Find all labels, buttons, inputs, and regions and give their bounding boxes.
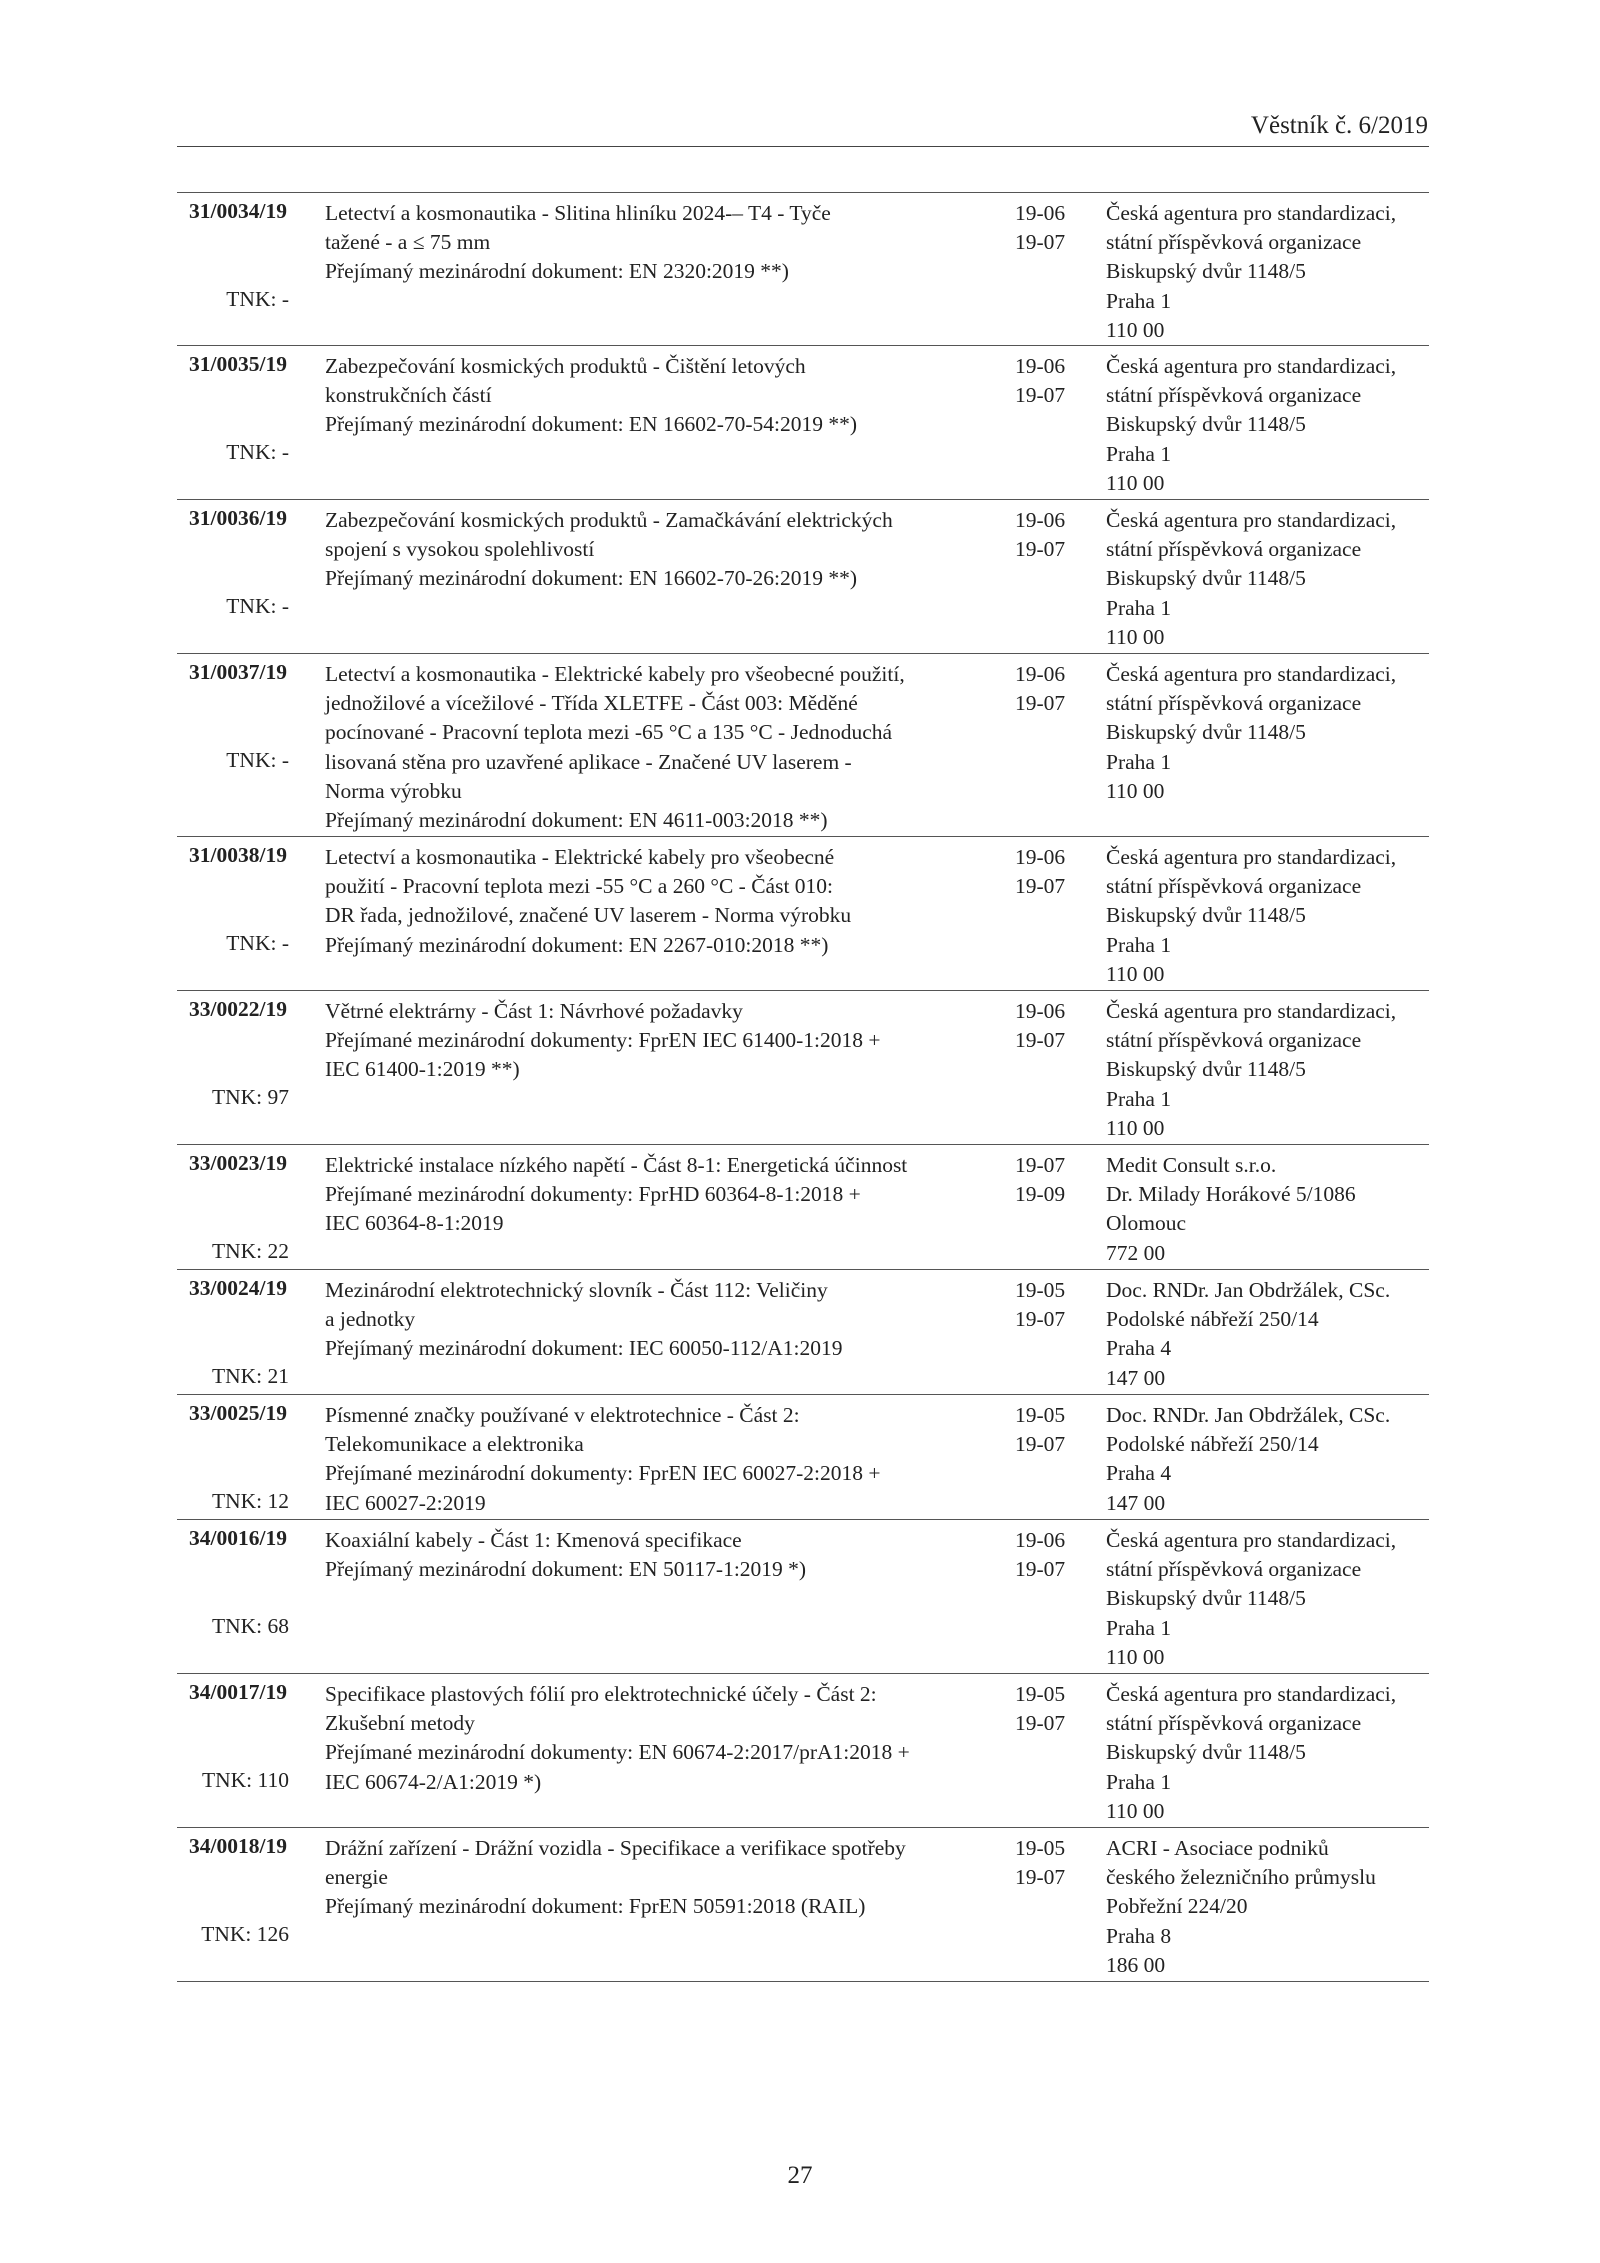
entry-title-line: DR řada, jednožilové, značené UV laserem - Norma výrobku — [325, 903, 852, 928]
entry-date: 19-06 — [1015, 508, 1066, 532]
entry-tnk: TNK: 22 — [211, 1238, 289, 1263]
entry-date: 19-07 — [1015, 691, 1066, 716]
entry-dates — [1015, 1834, 1065, 1892]
entry-organization-line: Česká agentura pro standardizaci, — [1106, 1528, 1397, 1552]
entry-organization-line: Biskupský dvůr 1148/5 — [1106, 566, 1306, 591]
entry-organization-line: Česká agentura pro standardizaci, — [1106, 845, 1397, 869]
entry-title-line: Drážní zařízení - Drážní vozidla - Specifikace a verifikace spotřeby — [325, 1836, 906, 1860]
entry-title — [325, 1834, 1005, 1922]
entry-title-line: Přejímaný mezinárodní dokument: EN 16602-70-54:2019 **) — [325, 412, 858, 437]
entry-organization-line: 147 00 — [1106, 1365, 1166, 1390]
entry-organization-line: Biskupský dvůr 1148/5 — [1106, 412, 1306, 437]
header-title: Věstník č. 6/2019 — [1250, 112, 1428, 139]
entry-tnk: TNK: 21 — [211, 1363, 289, 1388]
entry-organization-line: státní příspěvková organizace — [1106, 1557, 1362, 1582]
entry-organization — [1106, 997, 1436, 1143]
entry-date: 19-07 — [1015, 1028, 1066, 1053]
entry-title — [325, 1276, 1005, 1364]
entry-title-line: Letectví a kosmonautika - Slitina hliníku 2024-‒ T4 - Tyče — [325, 201, 831, 225]
entry-organization — [1106, 506, 1436, 652]
entry-title-line: Norma výrobku — [325, 778, 462, 803]
entry-title-line: Přejímané mezinárodní dokumenty: FprEN IEC 60027-2:2018 + — [325, 1461, 881, 1486]
entry-number: 34/0017/19 — [189, 1680, 287, 1704]
entry-title — [325, 1401, 1005, 1518]
entry-title-line: konstrukčních částí — [325, 383, 492, 408]
entry-title-line: Přejímaný mezinárodní dokument: EN 4611-003:2018 **) — [325, 808, 828, 833]
entry-organization-line: Praha 1 — [1106, 1769, 1172, 1794]
entry-row — [177, 1828, 1429, 1982]
entry-row — [177, 500, 1429, 654]
entry-number: 31/0035/19 — [189, 352, 287, 376]
entry-organization — [1106, 660, 1436, 806]
entry-date: 19-07 — [1015, 1557, 1066, 1582]
entry-date: 19-06 — [1015, 1528, 1066, 1552]
entry-dates — [1015, 660, 1065, 718]
entry-organization-line: 110 00 — [1106, 624, 1165, 649]
entry-title-line: Přejímané mezinárodní dokumenty: FprHD 60364-8-1:2018 + — [325, 1182, 861, 1207]
entry-title-line: lisovaná stěna pro uzavřené aplikace - Značené UV laserem - — [325, 749, 852, 774]
entry-organization — [1106, 1680, 1436, 1826]
entry-organization-line: Praha 1 — [1106, 1086, 1172, 1111]
entry-title-line: IEC 61400-1:2019 **) — [325, 1057, 520, 1082]
entry-dates — [1015, 843, 1065, 901]
entry-organization-line: Podolské nábřeží 250/14 — [1106, 1432, 1319, 1457]
entry-row — [177, 1520, 1429, 1674]
entry-organization — [1106, 1401, 1436, 1518]
entry-title-line: Přejímaný mezinárodní dokument: EN 2267-010:2018 **) — [325, 932, 829, 957]
entry-organization-line: Česká agentura pro standardizaci, — [1106, 1682, 1397, 1706]
entry-row — [177, 1145, 1429, 1270]
entry-title-line: a jednotky — [325, 1307, 416, 1332]
entry-title-line: tažené - a ≤ 75 mm — [325, 230, 491, 255]
entry-title-line: Přejímaný mezinárodní dokument: EN 50117-1:2019 *) — [325, 1557, 807, 1582]
entry-title-line: Přejímaný mezinárodní dokument: EN 2320:2019 **) — [325, 259, 789, 284]
entry-organization-line: státní příspěvková organizace — [1106, 1028, 1362, 1053]
entry-tnk: TNK: - — [226, 286, 289, 311]
entry-row — [177, 837, 1429, 991]
entry-dates — [1015, 352, 1065, 410]
entry-row — [177, 1270, 1429, 1395]
entry-organization-line: Biskupský dvůr 1148/5 — [1106, 259, 1306, 284]
entry-title — [325, 660, 1005, 835]
entry-organization-line: státní příspěvková organizace — [1106, 691, 1362, 716]
entry-organization-line: státní příspěvková organizace — [1106, 874, 1362, 899]
entry-date: 19-07 — [1015, 1153, 1066, 1177]
entry-organization-line: 110 00 — [1106, 470, 1165, 495]
entry-title-line: Zkušební metody — [325, 1711, 475, 1736]
entry-organization-line: Podolské nábřeží 250/14 — [1106, 1307, 1319, 1332]
entry-date: 19-06 — [1015, 201, 1066, 225]
entry-organization-line: Praha 1 — [1106, 595, 1172, 620]
entry-title-line: Přejímaný mezinárodní dokument: FprEN 50591:2018 (RAIL) — [325, 1894, 866, 1919]
entry-organization-line: 110 00 — [1106, 1644, 1165, 1669]
entry-organization-line: Praha 1 — [1106, 288, 1172, 313]
entry-dates — [1015, 1151, 1065, 1209]
entry-organization-line: státní příspěvková organizace — [1106, 537, 1362, 562]
entry-tnk: TNK: 126 — [201, 1921, 289, 1946]
entry-title-line: jednožilové a vícežilové - Třída XLETFE - Část 003: Měděné — [325, 691, 858, 716]
entry-title-line: Přejímané mezinárodní dokumenty: EN 60674-2:2017/prA1:2018 + — [325, 1740, 910, 1765]
entry-title — [325, 506, 1005, 594]
entry-organization-line: Česká agentura pro standardizaci, — [1106, 354, 1397, 378]
entry-date: 19-07 — [1015, 1865, 1066, 1890]
entry-organization-line: 147 00 — [1106, 1490, 1166, 1515]
entry-title — [325, 843, 1005, 960]
entry-number: 33/0024/19 — [189, 1276, 287, 1300]
entry-date: 19-07 — [1015, 1432, 1066, 1457]
entry-organization-line: Pobřežní 224/20 — [1106, 1894, 1248, 1919]
entry-organization-line: 772 00 — [1106, 1240, 1166, 1265]
entry-number: 31/0037/19 — [189, 660, 287, 684]
entry-organization-line: Praha 1 — [1106, 441, 1172, 466]
entry-dates — [1015, 1276, 1065, 1334]
entry-dates — [1015, 997, 1065, 1055]
entry-row — [177, 1674, 1429, 1828]
entry-title-line: Koaxiální kabely - Část 1: Kmenová specifikace — [325, 1528, 742, 1552]
entry-row — [177, 654, 1429, 837]
entry-tnk: TNK: - — [226, 747, 289, 772]
entry-title-line: IEC 60674-2/A1:2019 *) — [325, 1769, 542, 1794]
entry-title-line: Specifikace plastových fólií pro elektrotechnické účely - Část 2: — [325, 1682, 877, 1706]
entry-organization-line: 110 00 — [1106, 961, 1165, 986]
entry-dates — [1015, 1680, 1065, 1738]
entry-date: 19-05 — [1015, 1682, 1066, 1706]
entry-organization — [1106, 199, 1436, 345]
entry-date: 19-07 — [1015, 1307, 1066, 1332]
entry-number: 31/0034/19 — [189, 199, 287, 223]
entry-number: 33/0022/19 — [189, 997, 287, 1021]
page-number: 27 — [787, 2162, 813, 2189]
entry-date: 19-05 — [1015, 1278, 1066, 1302]
entry-organization-line: Doc. RNDr. Jan Obdržálek, CSc. — [1106, 1278, 1391, 1302]
entry-organization — [1106, 1526, 1436, 1672]
entry-organization-line: Praha 4 — [1106, 1336, 1172, 1361]
entry-organization-line: Biskupský dvůr 1148/5 — [1106, 1740, 1306, 1765]
entry-date: 19-07 — [1015, 1711, 1066, 1736]
entry-tnk: TNK: - — [226, 593, 289, 618]
entry-date: 19-07 — [1015, 874, 1066, 899]
entry-organization-line: ACRI - Asociace podniků — [1106, 1836, 1329, 1860]
entry-organization-line: Biskupský dvůr 1148/5 — [1106, 1586, 1306, 1611]
entry-title-line: Přejímané mezinárodní dokumenty: FprEN IEC 61400-1:2018 + — [325, 1028, 881, 1053]
entry-date: 19-09 — [1015, 1182, 1066, 1207]
entry-organization — [1106, 1151, 1436, 1268]
entry-date: 19-07 — [1015, 230, 1066, 255]
entry-date: 19-06 — [1015, 662, 1066, 686]
entry-organization-line: 110 00 — [1106, 1798, 1165, 1823]
entry-title-line: pocínované - Pracovní teplota mezi -65 °C a 135 °C - Jednoduchá — [325, 720, 893, 745]
entry-date: 19-06 — [1015, 845, 1066, 869]
entry-dates — [1015, 506, 1065, 564]
entry-organization-line: Doc. RNDr. Jan Obdržálek, CSc. — [1106, 1403, 1391, 1427]
entry-number: 34/0016/19 — [189, 1526, 287, 1550]
entry-number: 31/0038/19 — [189, 843, 287, 867]
entry-organization-line: Praha 1 — [1106, 1615, 1172, 1640]
entry-row — [177, 192, 1429, 346]
entry-title-line: Mezinárodní elektrotechnický slovník - Část 112: Veličiny — [325, 1278, 828, 1302]
entry-organization — [1106, 843, 1436, 989]
entry-title-line: Písmenné značky používané v elektrotechnice - Část 2: — [325, 1403, 800, 1427]
entry-organization-line: Biskupský dvůr 1148/5 — [1106, 1057, 1306, 1082]
entry-title-line: IEC 60027-2:2019 — [325, 1490, 486, 1515]
entry-title-line: Větrné elektrárny - Část 1: Návrhové požadavky — [325, 999, 743, 1023]
entry-organization-line: 110 00 — [1106, 317, 1165, 342]
entry-tnk: TNK: - — [226, 930, 289, 955]
entry-title-line: Přejímaný mezinárodní dokument: IEC 60050-112/A1:2019 — [325, 1336, 843, 1361]
entry-title — [325, 199, 1005, 287]
entry-number: 34/0018/19 — [189, 1834, 287, 1858]
entry-organization-line: Dr. Milady Horákové 5/1086 — [1106, 1182, 1356, 1207]
entry-title-line: Přejímaný mezinárodní dokument: EN 16602-70-26:2019 **) — [325, 566, 858, 591]
entry-title-line: Letectví a kosmonautika - Elektrické kabely pro všeobecné — [325, 845, 835, 869]
entry-number: 33/0023/19 — [189, 1151, 287, 1175]
entry-title — [325, 1526, 1005, 1584]
entry-organization-line: Praha 1 — [1106, 749, 1172, 774]
entry-title — [325, 1151, 1005, 1239]
entry-organization-line: Česká agentura pro standardizaci, — [1106, 999, 1397, 1023]
header-rule — [177, 146, 1429, 147]
entry-organization-line: Praha 1 — [1106, 932, 1172, 957]
entry-number: 33/0025/19 — [189, 1401, 287, 1425]
entry-title-line: spojení s vysokou spolehlivostí — [325, 537, 595, 562]
entry-title-line: Telekomunikace a elektronika — [325, 1432, 584, 1457]
entry-organization-line: Biskupský dvůr 1148/5 — [1106, 720, 1306, 745]
entry-title-line: IEC 60364-8-1:2019 — [325, 1211, 504, 1236]
entry-title — [325, 1680, 1005, 1797]
entry-organization-line: Česká agentura pro standardizaci, — [1106, 201, 1397, 225]
entries-table — [177, 192, 1429, 1982]
entry-title-line: použití - Pracovní teplota mezi -55 °C a 260 °C - Část 010: — [325, 874, 834, 899]
entry-tnk: TNK: - — [226, 439, 289, 464]
entry-row — [177, 991, 1429, 1145]
entry-title-line: Zabezpečování kosmických produktů - Čištění letových — [325, 354, 806, 378]
entry-tnk: TNK: 110 — [202, 1767, 289, 1792]
entry-organization-line: 110 00 — [1106, 1115, 1165, 1140]
entry-tnk: TNK: 12 — [211, 1488, 289, 1513]
entry-organization-line: Česká agentura pro standardizaci, — [1106, 508, 1397, 532]
entry-organization-line: Česká agentura pro standardizaci, — [1106, 662, 1397, 686]
entry-organization-line: Praha 4 — [1106, 1461, 1172, 1486]
entry-organization-line: českého železničního průmyslu — [1106, 1865, 1376, 1890]
entry-organization — [1106, 1276, 1436, 1393]
entry-dates — [1015, 199, 1065, 257]
entry-organization-line: Praha 8 — [1106, 1923, 1172, 1948]
entry-dates — [1015, 1401, 1065, 1459]
entry-row — [177, 1395, 1429, 1520]
entry-title-line: Elektrické instalace nízkého napětí - Část 8-1: Energetická účinnost — [325, 1153, 908, 1177]
entry-organization-line: 186 00 — [1106, 1952, 1166, 1977]
entry-organization — [1106, 1834, 1436, 1980]
entry-tnk: TNK: 97 — [211, 1084, 289, 1109]
entry-organization-line: Medit Consult s.r.o. — [1106, 1153, 1277, 1177]
entry-date: 19-06 — [1015, 354, 1066, 378]
entry-date: 19-05 — [1015, 1836, 1066, 1860]
entry-date: 19-06 — [1015, 999, 1066, 1023]
entry-date: 19-07 — [1015, 537, 1066, 562]
entry-dates — [1015, 1526, 1065, 1584]
entry-title — [325, 352, 1005, 440]
entry-number: 31/0036/19 — [189, 506, 287, 530]
entry-title — [325, 997, 1005, 1085]
entry-title-line: energie — [325, 1865, 388, 1890]
entry-organization-line: 110 00 — [1106, 778, 1165, 803]
entry-title-line: Zabezpečování kosmických produktů - Zamačkávání elektrických — [325, 508, 893, 532]
entry-organization-line: státní příspěvková organizace — [1106, 383, 1362, 408]
entry-organization-line: Olomouc — [1106, 1211, 1187, 1236]
entry-date: 19-05 — [1015, 1403, 1066, 1427]
entry-date: 19-07 — [1015, 383, 1066, 408]
entry-organization-line: státní příspěvková organizace — [1106, 230, 1362, 255]
entry-row — [177, 346, 1429, 500]
entry-title-line: Letectví a kosmonautika - Elektrické kabely pro všeobecné použití, — [325, 662, 905, 686]
entry-tnk: TNK: 68 — [211, 1613, 289, 1638]
entry-organization-line: Biskupský dvůr 1148/5 — [1106, 903, 1306, 928]
entry-organization-line: státní příspěvková organizace — [1106, 1711, 1362, 1736]
entry-organization — [1106, 352, 1436, 498]
